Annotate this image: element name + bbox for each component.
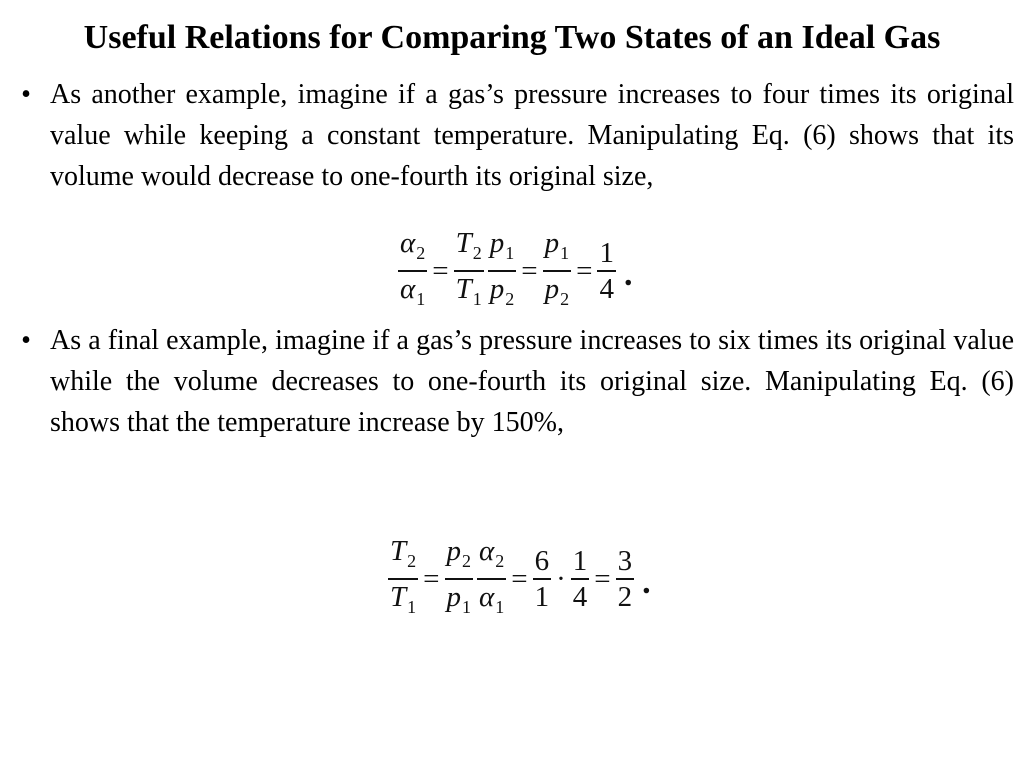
slide-title: Useful Relations for Comparing Two States of an Ideal Gas — [83, 19, 941, 56]
symbol: α — [479, 535, 495, 567]
fraction — [388, 534, 418, 624]
numerator: 3 — [617, 545, 633, 577]
denominator: 1 — [534, 581, 550, 613]
subscript: 2 — [472, 243, 482, 263]
denominator: 2 — [617, 581, 633, 613]
symbol: p — [544, 227, 560, 259]
subscript: 1 — [505, 243, 515, 263]
fraction — [571, 544, 590, 614]
symbol: α — [479, 581, 495, 613]
bullet-marker: • — [21, 79, 31, 110]
subscript: 1 — [560, 243, 570, 263]
denominator: 4 — [572, 581, 588, 613]
fraction — [616, 544, 635, 614]
symbol: p — [489, 227, 505, 259]
subscript: 1 — [495, 597, 505, 617]
fraction — [488, 226, 517, 316]
symbol: p — [446, 535, 461, 567]
equals-sign: = — [576, 254, 593, 287]
symbol: T — [455, 227, 472, 259]
bullet-text: As a final example, imagine if a gas’s pressure increases to six times its original value while the volume decreases to one-fourth its original size. Manipulating Eq. (6) shows that the temperature increase by 150%, — [50, 325, 1014, 438]
period: . — [623, 256, 633, 293]
bullet-text: As another example, imagine if a gas’s pressure increases to four times its original value while keeping a constant temperature. Manipulating Eq. (6) shows that its volume would decrease to one-fourth its original size, — [50, 79, 1014, 192]
equation-temperature-ratio — [386, 534, 651, 624]
subscript: 2 — [495, 551, 505, 571]
fraction — [477, 534, 506, 624]
bullet-item — [8, 320, 1014, 490]
subscript: 2 — [407, 551, 417, 571]
symbol: α — [400, 273, 416, 305]
symbol: α — [400, 227, 416, 259]
equals-sign: = — [423, 562, 440, 595]
subscript: 1 — [462, 597, 471, 617]
subscript: 1 — [472, 289, 482, 309]
numerator: 1 — [572, 545, 588, 577]
subscript: 2 — [560, 289, 570, 309]
period: . — [642, 564, 651, 601]
symbol: p — [544, 273, 560, 305]
subscript: 2 — [462, 551, 471, 571]
equals-sign: = — [521, 254, 538, 287]
fraction — [533, 544, 552, 614]
fraction — [398, 226, 427, 316]
symbol: p — [489, 273, 505, 305]
symbol: T — [390, 581, 407, 613]
equation-volume-ratio — [396, 226, 632, 316]
multiply-dot: · — [556, 562, 566, 595]
numerator: 1 — [599, 237, 614, 269]
subscript: 2 — [416, 243, 426, 263]
equals-sign: = — [594, 562, 611, 595]
symbol: T — [390, 535, 407, 567]
subscript: 1 — [407, 597, 417, 617]
bullet-marker: • — [21, 325, 31, 356]
denominator: 4 — [599, 273, 614, 305]
equals-sign: = — [511, 562, 528, 595]
equals-sign: = — [432, 254, 449, 287]
fraction — [597, 236, 616, 306]
fraction — [445, 534, 474, 624]
subscript: 2 — [505, 289, 515, 309]
bullet-item — [8, 74, 1014, 244]
symbol: T — [455, 273, 472, 305]
fraction — [454, 226, 484, 316]
symbol: p — [446, 581, 461, 613]
fraction — [543, 226, 572, 316]
subscript: 1 — [416, 289, 426, 309]
numerator: 6 — [534, 545, 550, 577]
